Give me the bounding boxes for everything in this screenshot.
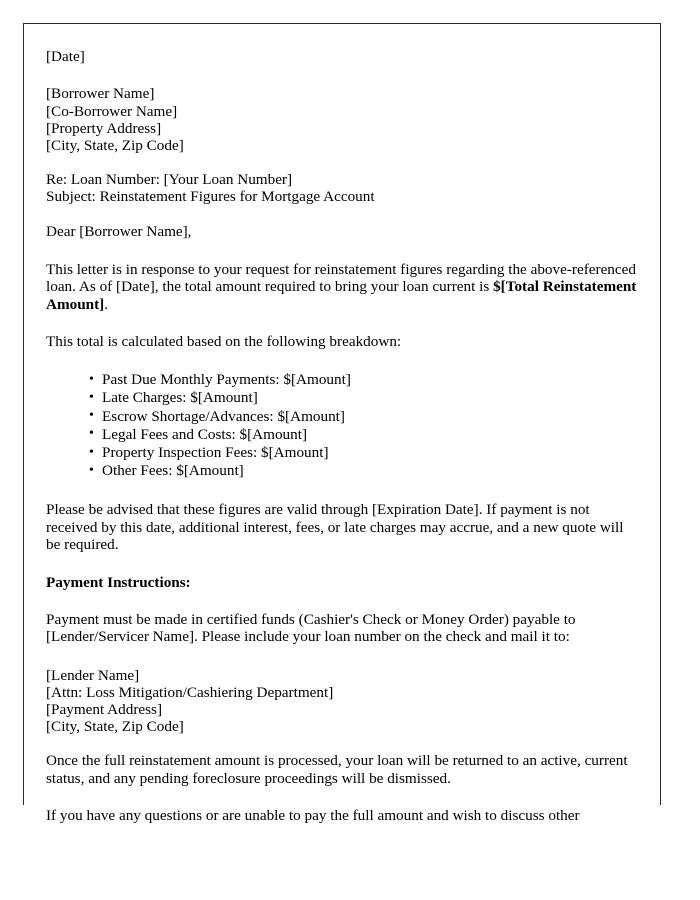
recipient-line-city-state-zip: [City, State, Zip Code] <box>46 137 184 155</box>
intro-paragraph <box>46 261 638 313</box>
breakdown-intro: This total is calculated based on the following breakdown: <box>46 333 402 351</box>
breakdown-list <box>46 371 638 480</box>
recipient-line-co-borrower: [Co-Borrower Name] <box>46 102 178 120</box>
salutation: Dear [Borrower Name], <box>46 222 192 240</box>
loan-number-line: Re: Loan Number: [Your Loan Number] <box>46 171 293 189</box>
remittance-address-block <box>46 667 638 736</box>
spacer-after-recipient <box>46 154 638 171</box>
remittance-line-attn: [Attn: Loss Mitigation/Cashiering Department] <box>46 683 334 701</box>
letter-page <box>23 23 661 825</box>
list-item: • Property Inspection Fees: $[Amount] <box>89 444 638 462</box>
payment-instructions-heading: Payment Instructions: <box>46 573 191 591</box>
validity-paragraph: Please be advised that these figures are valid through [Expiration Date]. If payment is not received by this date, additional interest, fees, or late charges may accrue, and a new quote will be required. <box>46 501 624 554</box>
payment-method-paragraph: Payment must be made in certified funds (Cashier's Check or Money Order) payable to [Lender/Servicer Name]. Please include your loan number on the check and mail it to: <box>46 611 576 646</box>
list-item: • Late Charges: $[Amount] <box>89 389 638 407</box>
list-item: • Legal Fees and Costs: $[Amount] <box>89 426 638 444</box>
post-payment-paragraph: Once the full reinstatement amount is processed, your loan will be returned to an active, current status, and any pending foreclosure proceedings will be dismissed. <box>46 752 628 787</box>
spacer-after-reference <box>46 206 638 223</box>
remittance-line-payment-address: [Payment Address] <box>46 700 162 718</box>
remittance-line-city-state-zip: [City, State, Zip Code] <box>46 718 184 736</box>
reference-block <box>46 171 638 205</box>
recipient-line-borrower: [Borrower Name] <box>46 85 155 103</box>
list-item: • Other Fees: $[Amount] <box>89 462 638 480</box>
spacer-after-remittance <box>46 735 638 752</box>
intro-text-before-amount: This letter is in response to your request for reinstatement figures regarding the above-referenced loan. As of [Date], the total amount required to bring your loan current is <box>46 260 636 296</box>
recipient-address-block <box>46 85 638 154</box>
letter-body <box>46 48 638 845</box>
subject-line: Subject: Reinstatement Figures for Mortgage Account <box>46 188 375 206</box>
list-item: • Escrow Shortage/Advances: $[Amount] <box>89 408 638 426</box>
list-item: • Past Due Monthly Payments: $[Amount] <box>89 371 638 389</box>
total-reinstatement-amount-placeholder: $[Total Reinstatement Amount] <box>46 278 637 313</box>
closing-paragraph-truncated: If you have any questions or are unable to pay the full amount and wish to discuss other <box>46 807 580 825</box>
remittance-line-lender-name: [Lender Name] <box>46 666 140 684</box>
recipient-line-property-address: [Property Address] <box>46 119 162 137</box>
intro-text-after-amount: . <box>104 295 109 313</box>
date-line: [Date] <box>46 48 85 65</box>
